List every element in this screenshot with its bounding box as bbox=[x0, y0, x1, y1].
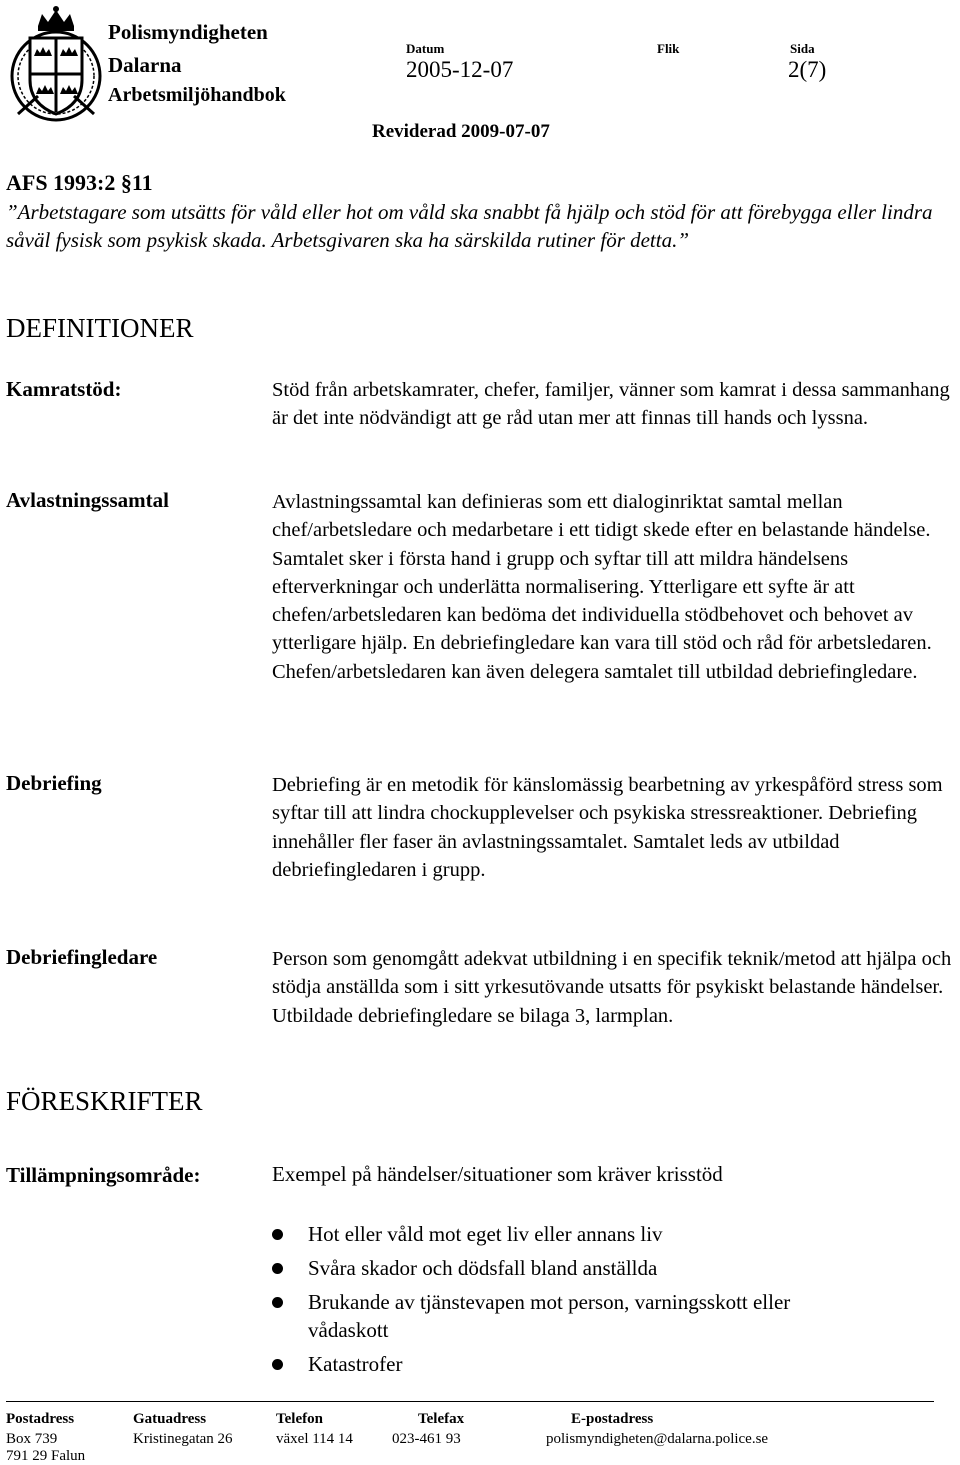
handbook-name: Arbetsmiljöhandbok bbox=[108, 84, 286, 106]
flik-label: Flik bbox=[657, 41, 680, 56]
footer-email-value[interactable]: polismyndigheten@dalarna.police.se bbox=[546, 1431, 769, 1447]
org-region: Dalarna bbox=[108, 53, 182, 77]
definitions-heading: DEFINITIONER bbox=[6, 313, 194, 343]
bullet-icon bbox=[272, 1263, 283, 1274]
definition-text: Avlastningssamtal kan definieras som ett dialoginriktat samtal mellan chef/arbetsledare och medarbetare i ett tidigt skede efter en belastande händelse. Samtalet sker i första hand i grupp och syftar till att mildra händelsens efterverkningar och underlätta normalisering. Ytterligare ett syfte är att chefen/arbetsledaren kan bedöma det individuella stödbehovet och behovet av ytterligare hjälp. En debriefingledare kan vara till stöd och råd för arbetsledaren. Chefen/arbetsledaren kan även delegera samtalet till utbildad debriefingledare. bbox=[272, 491, 932, 683]
list-item: Hot eller våld mot eget liv eller annans liv bbox=[270, 1220, 870, 1248]
footer-postadress-label: Postadress bbox=[6, 1411, 75, 1427]
footer-email-label: E-postadress bbox=[571, 1411, 654, 1427]
bullet-icon bbox=[272, 1359, 283, 1370]
list-item: Svåra skador och dödsfall bland anställda bbox=[270, 1254, 870, 1282]
bullet-icon bbox=[272, 1297, 283, 1308]
datum-label: Datum bbox=[406, 41, 445, 56]
revised-date: Reviderad 2009-07-07 bbox=[372, 121, 550, 142]
definition-text: Stöd från arbetskamrater, chefer, familjer, vänner som kamrat i dessa sammanhang är det inte nödvändigt att ge råd utan mer att finnas till hands och lyssna. bbox=[272, 379, 950, 430]
situations-list bbox=[270, 1220, 870, 1384]
org-name: Polismyndigheten bbox=[108, 20, 268, 44]
definition-term: Kamratstöd: bbox=[6, 377, 122, 401]
police-coat-of-arms-logo bbox=[8, 4, 104, 122]
datum-value: 2005-12-07 bbox=[406, 57, 514, 82]
definition-text: Debriefing är en metodik för känslomässig bearbetning av yrkespåförd stress som syftar till att lindra chockupplevelser och psykiska stressreaktioner. Debriefing innehåller fler faser än avlastningssamtalet. Samtalet leds av utbildad debriefingledaren i grupp. bbox=[272, 774, 943, 881]
regulations-heading: FÖRESKRIFTER bbox=[6, 1086, 203, 1116]
bullet-icon bbox=[272, 1229, 283, 1240]
definition-text: Person som genomgått adekvat utbildning i en specifik teknik/metod att hjälpa och stödja anställda som i sitt yrkesutövande utsatts för psykiskt belastande händelser. Utbildade debriefingledare se bilaga 3, larmplan. bbox=[272, 948, 952, 1027]
footer-postadress-value-2: 791 29 Falun bbox=[6, 1448, 86, 1464]
page-number: 2(7) bbox=[788, 57, 827, 82]
sida-label: Sida bbox=[790, 41, 815, 56]
footer-divider bbox=[6, 1401, 934, 1402]
list-item: Brukande av tjänstevapen mot person, varningsskott eller vådaskott bbox=[270, 1288, 870, 1344]
regulation-title: AFS 1993:2 §11 bbox=[6, 170, 153, 195]
footer-telefax-value: 023-461 93 bbox=[392, 1431, 461, 1447]
scope-text: Exempel på händelser/situationer som kräver krisstöd bbox=[272, 1162, 723, 1186]
footer-telefon-label: Telefon bbox=[276, 1411, 323, 1427]
definition-term: Debriefingledare bbox=[6, 945, 158, 969]
footer-telefax-label: Telefax bbox=[418, 1411, 465, 1427]
footer-gatuadress-value: Kristinegatan 26 bbox=[133, 1431, 233, 1447]
footer-postadress-value: Box 739 bbox=[6, 1431, 58, 1447]
regulation-quote: ”Arbetstagare som utsätts för våld eller hot om våld ska snabbt få hjälp och stöd för att förebygga eller lindra såväl fysisk som psykisk skada. Arbetsgivaren ska ha särskilda rutiner för detta.” bbox=[6, 200, 933, 252]
list-item: Katastrofer bbox=[270, 1350, 870, 1378]
definition-term: Debriefing bbox=[6, 771, 102, 795]
footer-gatuadress-label: Gatuadress bbox=[133, 1411, 207, 1427]
definition-term: Avlastningssamtal bbox=[6, 488, 169, 512]
scope-term: Tillämpningsområde: bbox=[6, 1163, 201, 1187]
footer-telefon-value: växel 114 14 bbox=[276, 1431, 353, 1447]
